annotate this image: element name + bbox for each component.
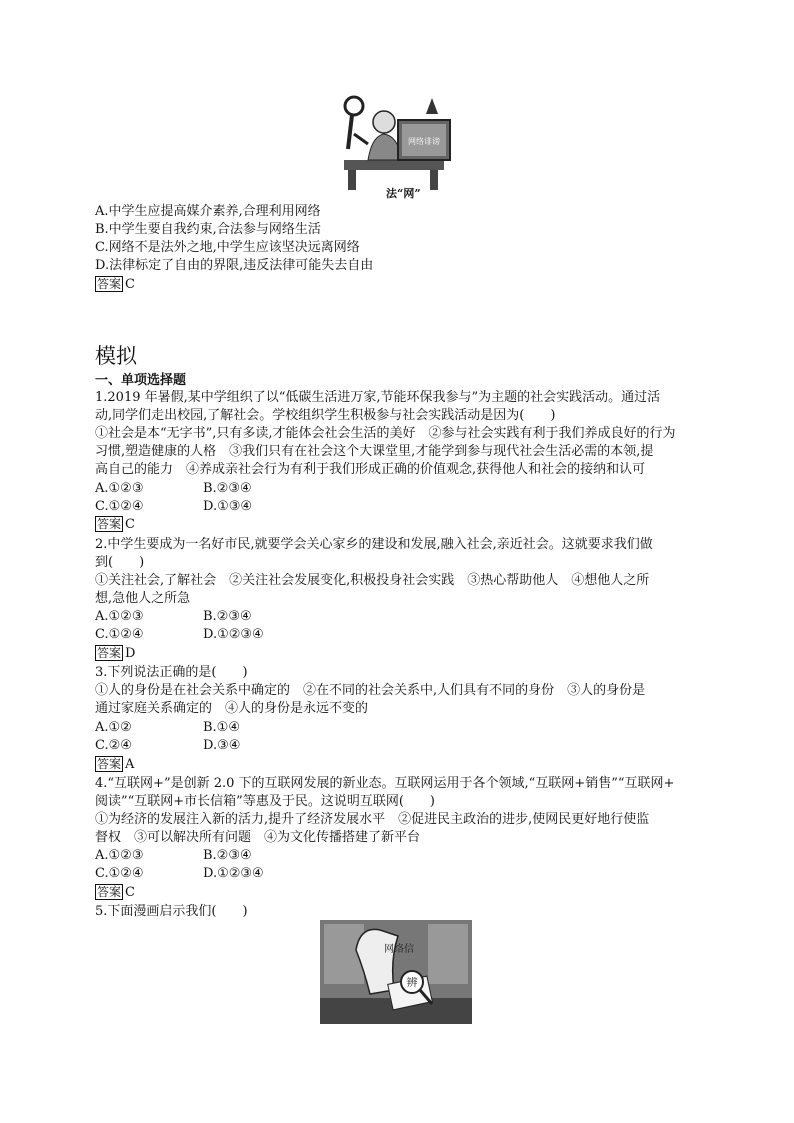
option-c: C.网络不是法外之地,中学生应该坚决远离网络	[95, 240, 360, 255]
question-3-option-d: D.③④	[203, 738, 241, 753]
option-b: B.中学生要自我约束,合法参与网络生活	[95, 222, 321, 237]
question-4-option-d: D.①②③④	[203, 866, 264, 881]
option-a: A.中学生应提高媒介素养,合理利用网络	[95, 204, 321, 219]
section-title: 模拟	[95, 344, 137, 368]
cartoon-illustration-internet-info	[320, 920, 472, 1024]
answer-value: C	[125, 885, 135, 900]
subsection-title: 一、单项选择题	[95, 373, 187, 388]
answer-value: D	[125, 646, 136, 661]
cartoon-caption: 法“网”	[386, 187, 421, 200]
question-2-line-3: ①关注社会,了解社会 ②关注社会发展变化,积极投身社会实践 ③热心帮助他人 ④想他人之所	[95, 573, 650, 588]
question-2-line-1: 2.中学生要成为一名好市民,就要学会关心家乡的建设和发展,融入社会,亲近社会。这就要求我们做	[95, 537, 653, 552]
question-3-line-1: 3.下列说法正确的是( )	[95, 665, 248, 680]
question-4-option-b: B.②③④	[203, 848, 252, 863]
question-1-answer	[95, 516, 135, 534]
question-4-line-2: 阅读”“互联网+市长信箱”等惠及于民。这说明互联网( )	[95, 794, 435, 809]
answer-badge: 答案	[97, 517, 122, 531]
cartoon-sign-text: 网络信	[384, 944, 414, 955]
answer-value: C	[125, 517, 135, 532]
question-3-line-2: ①人的身份是在社会关系中确定的 ②在不同的社会关系中,人们具有不同的身份 ③人的身份是	[95, 683, 646, 698]
question-3-line-3: 通过家庭关系确定的 ④人的身份是永远不变的	[95, 701, 369, 716]
question-1-line-1: 1.2019 年暑假,某中学组织了以“低碳生活进万家,节能环保我参与”为主题的社会实践活动。通过活	[95, 390, 661, 405]
question-2-option-c: C.①②④	[95, 627, 144, 642]
question-1-line-4: 习惯,塑造健康的人格 ③我们只有在社会这个大课堂里,才能学到参与现代社会生活必需的本领,提	[95, 444, 654, 459]
answer-value: C	[125, 277, 135, 292]
answer-row	[95, 276, 135, 294]
question-4-line-4: 督权 ③可以解决所有问题 ④为文化传播搭建了新平台	[95, 830, 421, 845]
question-3-answer	[95, 756, 134, 774]
answer-value: A	[125, 757, 135, 772]
question-1-line-2: 动,同学们走出校园,了解社会。学校组织学生积极参与社会实践活动是因为( )	[95, 408, 556, 423]
question-2-line-4: 想,急他人之所急	[95, 591, 191, 606]
question-4-option-a: A.①②③	[95, 848, 144, 863]
question-2-option-d: D.①②③④	[203, 627, 264, 642]
question-3-option-a: A.①②	[95, 720, 132, 735]
question-2-option-b: B.②③④	[203, 609, 252, 624]
question-2-option-a: A.①②③	[95, 609, 144, 624]
monitor-sign-text: 网络诽谤	[408, 137, 440, 146]
question-2-line-2: 到( )	[95, 555, 145, 570]
question-1-line-3: ①社会是本“无字书”,只有多读,才能体会社会生活的美好 ②参与社会实践有利于我们养成良好的行为	[95, 426, 676, 441]
question-1-option-c: C.①②④	[95, 499, 144, 514]
question-1-option-b: B.②③④	[203, 481, 252, 496]
answer-badge: 答案	[97, 757, 122, 771]
question-1-option-a: A.①②③	[95, 481, 144, 496]
question-4-line-1: 4.“互联网+”是创新 2.0 下的互联网发展的新业态。互联网运用于各个领域,“互联网+销售”“互联网+	[95, 776, 675, 791]
answer-badge: 答案	[97, 885, 122, 899]
question-3-option-c: C.②④	[95, 738, 132, 753]
question-5-line-1: 5.下面漫画启示我们( )	[95, 904, 248, 919]
answer-badge: 答案	[97, 277, 122, 291]
question-1-option-d: D.①③④	[203, 499, 253, 514]
question-4-answer	[95, 884, 135, 902]
question-4-option-c: C.①②④	[95, 866, 144, 881]
answer-badge: 答案	[97, 646, 122, 660]
option-d: D.法律标定了自由的界限,违反法律可能失去自由	[95, 258, 374, 273]
question-3-option-b: B.①④	[203, 720, 240, 735]
question-4-line-3: ①为经济的发展注入新的活力,提升了经济发展水平 ②促进民主政治的进步,使网民更好地行使监	[95, 812, 650, 827]
magnifier-badge-text: 辨	[406, 976, 418, 989]
question-2-answer	[95, 645, 135, 663]
question-1-line-5: 高自己的能力 ④养成亲社会行为有利于我们形成正确的价值观念,获得他人和社会的接纳和认可	[95, 462, 646, 477]
